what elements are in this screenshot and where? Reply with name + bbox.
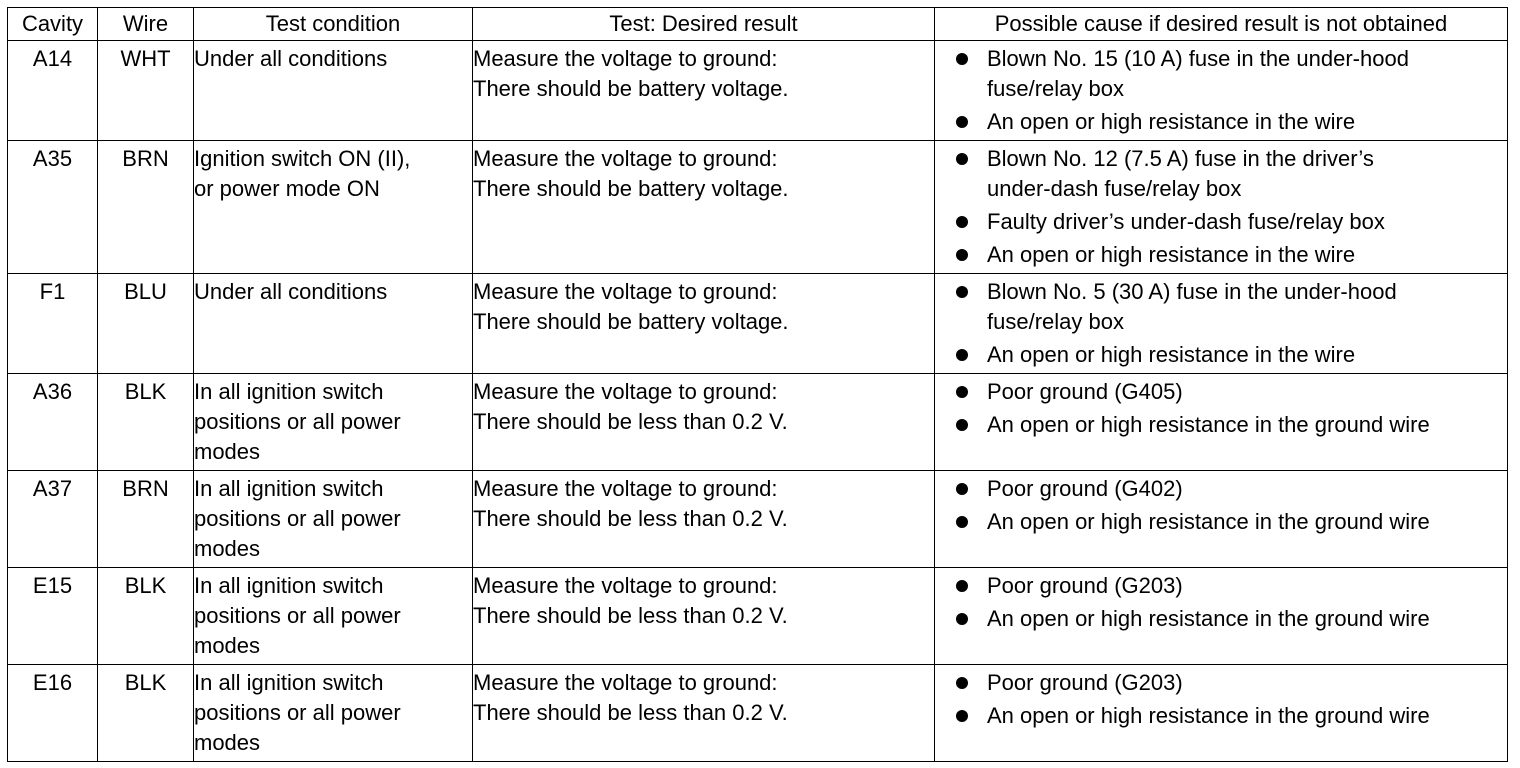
wire-color: WHT <box>120 46 171 71</box>
cause-text-line: An open or high resistance in the ground wire <box>987 509 1430 534</box>
test-condition-line: modes <box>194 730 261 755</box>
cause-text-line: An open or high resistance in the ground wire <box>987 703 1430 728</box>
test-condition-line: modes <box>194 536 261 561</box>
test-condition-line: positions or all power <box>194 506 401 531</box>
test-condition-line: positions or all power <box>194 603 401 628</box>
test-condition-line: Under all conditions <box>194 279 388 304</box>
cause-list <box>935 144 1507 270</box>
cavity-cell <box>8 274 98 374</box>
cause-item <box>935 144 1507 204</box>
desired-result-line: Measure the voltage to ground: <box>473 46 778 71</box>
possible-cause-cell <box>935 374 1508 471</box>
cause-text-line: An open or high resistance in the wire <box>987 242 1356 267</box>
cavity-cell <box>8 665 98 762</box>
test-condition-line: Ignition switch ON (II), <box>194 146 411 171</box>
cause-list <box>935 277 1507 370</box>
cause-list <box>935 377 1507 440</box>
bullet-icon <box>956 516 968 528</box>
desired-result-cell <box>473 568 935 665</box>
table-body <box>8 41 1508 762</box>
desired-result-line: There should be battery voltage. <box>473 309 789 334</box>
header-desired-result: Test: Desired result <box>473 8 935 41</box>
wire-cell <box>98 665 194 762</box>
bullet-icon <box>956 386 968 398</box>
test-condition-line: modes <box>194 439 261 464</box>
cause-text-line: An open or high resistance in the ground wire <box>987 606 1430 631</box>
cause-item <box>935 207 1507 237</box>
desired-result-line: There should be less than 0.2 V. <box>473 506 788 531</box>
possible-cause-cell <box>935 141 1508 274</box>
bullet-icon <box>956 483 968 495</box>
cause-item <box>935 474 1507 504</box>
bullet-icon <box>956 419 968 431</box>
cause-text-line: Faulty driver’s under-dash fuse/relay box <box>987 209 1385 234</box>
test-condition-cell <box>194 141 473 274</box>
cause-item <box>935 277 1507 337</box>
cause-text-line: An open or high resistance in the ground wire <box>987 412 1430 437</box>
wire-color: BLK <box>124 670 167 695</box>
cause-text-line: An open or high resistance in the wire <box>987 342 1356 367</box>
bullet-icon <box>956 613 968 625</box>
bullet-icon <box>956 580 968 592</box>
desired-result-line: There should be battery voltage. <box>473 76 789 101</box>
test-condition-line: positions or all power <box>194 700 401 725</box>
desired-result-cell <box>473 41 935 141</box>
test-condition-line: In all ignition switch <box>194 379 384 404</box>
cause-list <box>935 44 1507 137</box>
desired-result-line: There should be battery voltage. <box>473 176 789 201</box>
desired-result-cell <box>473 274 935 374</box>
cavity-cell <box>8 41 98 141</box>
cavity-value: A35 <box>32 146 73 171</box>
bullet-icon <box>956 349 968 361</box>
cause-text-line: fuse/relay box <box>987 76 1124 101</box>
test-condition-line: In all ignition switch <box>194 476 384 501</box>
desired-result-cell <box>473 471 935 568</box>
bullet-icon <box>956 249 968 261</box>
desired-result-line: Measure the voltage to ground: <box>473 146 778 171</box>
test-condition-line: positions or all power <box>194 409 401 434</box>
wire-cell <box>98 41 194 141</box>
bullet-icon <box>956 710 968 722</box>
wire-cell <box>98 471 194 568</box>
cause-text-line: Poor ground (G402) <box>987 476 1183 501</box>
bullet-icon <box>956 677 968 689</box>
cause-text-line: Blown No. 5 (30 A) fuse in the under-hood <box>987 279 1397 304</box>
cavity-value: A36 <box>32 379 73 404</box>
bullet-icon <box>956 153 968 165</box>
cause-item <box>935 701 1507 731</box>
header-row <box>8 8 1508 41</box>
cavity-cell <box>8 471 98 568</box>
desired-result-cell <box>473 374 935 471</box>
cause-item <box>935 507 1507 537</box>
cause-text-line: Blown No. 12 (7.5 A) fuse in the driver’s <box>987 146 1374 171</box>
test-condition-cell <box>194 374 473 471</box>
wire-color: BLU <box>124 279 167 304</box>
desired-result-line: Measure the voltage to ground: <box>473 476 778 501</box>
table-row <box>8 274 1508 374</box>
desired-result-line: There should be less than 0.2 V. <box>473 603 788 628</box>
bullet-icon <box>956 286 968 298</box>
table-row <box>8 568 1508 665</box>
desired-result-cell <box>473 141 935 274</box>
table-row <box>8 41 1508 141</box>
connector-test-table <box>7 7 1508 762</box>
table-row <box>8 471 1508 568</box>
cause-text-line: Blown No. 15 (10 A) fuse in the under-hood <box>987 46 1409 71</box>
cause-list <box>935 571 1507 634</box>
desired-result-line: Measure the voltage to ground: <box>473 670 778 695</box>
header-test-condition: Test condition <box>194 8 473 41</box>
possible-cause-cell <box>935 665 1508 762</box>
cavity-cell <box>8 374 98 471</box>
cause-text-line: Poor ground (G203) <box>987 573 1183 598</box>
wire-color: BLK <box>124 379 167 404</box>
test-condition-line: In all ignition switch <box>194 670 384 695</box>
cause-item <box>935 240 1507 270</box>
wire-cell <box>98 274 194 374</box>
test-condition-cell <box>194 41 473 141</box>
cavity-value: E16 <box>32 670 73 695</box>
cavity-cell <box>8 141 98 274</box>
test-condition-line: or power mode ON <box>194 176 380 201</box>
wire-color: BLK <box>124 573 167 598</box>
desired-result-line: There should be less than 0.2 V. <box>473 409 788 434</box>
possible-cause-cell <box>935 471 1508 568</box>
cause-item <box>935 340 1507 370</box>
wire-cell <box>98 141 194 274</box>
cause-item <box>935 410 1507 440</box>
cavity-cell <box>8 568 98 665</box>
cavity-value: E15 <box>32 573 73 598</box>
possible-cause-cell <box>935 568 1508 665</box>
cause-item <box>935 668 1507 698</box>
possible-cause-cell <box>935 274 1508 374</box>
cause-text-line: under-dash fuse/relay box <box>987 176 1242 201</box>
test-condition-line: In all ignition switch <box>194 573 384 598</box>
cause-item <box>935 377 1507 407</box>
test-condition-cell <box>194 665 473 762</box>
header-cavity: Cavity <box>8 8 98 41</box>
bullet-icon <box>956 216 968 228</box>
desired-result-cell <box>473 665 935 762</box>
cavity-value: A37 <box>32 476 73 501</box>
cavity-value: F1 <box>39 279 66 304</box>
wire-cell <box>98 568 194 665</box>
cause-list <box>935 474 1507 537</box>
cause-list <box>935 668 1507 731</box>
table-row <box>8 141 1508 274</box>
header-possible-cause: Possible cause if desired result is not obtained <box>935 8 1508 41</box>
cause-text-line: fuse/relay box <box>987 309 1124 334</box>
cause-text-line: An open or high resistance in the wire <box>987 109 1356 134</box>
cavity-value: A14 <box>32 46 73 71</box>
header-wire: Wire <box>98 8 194 41</box>
wire-color: BRN <box>122 476 169 501</box>
possible-cause-cell <box>935 41 1508 141</box>
cause-item <box>935 604 1507 634</box>
wire-color: BRN <box>122 146 169 171</box>
desired-result-line: There should be less than 0.2 V. <box>473 700 788 725</box>
desired-result-line: Measure the voltage to ground: <box>473 279 778 304</box>
cause-item <box>935 44 1507 104</box>
desired-result-line: Measure the voltage to ground: <box>473 573 778 598</box>
cause-text-line: Poor ground (G405) <box>987 379 1183 404</box>
wire-cell <box>98 374 194 471</box>
test-condition-cell <box>194 568 473 665</box>
table-row <box>8 374 1508 471</box>
desired-result-line: Measure the voltage to ground: <box>473 379 778 404</box>
test-condition-line: Under all conditions <box>194 46 388 71</box>
cause-item <box>935 107 1507 137</box>
bullet-icon <box>956 53 968 65</box>
bullet-icon <box>956 116 968 128</box>
test-condition-line: modes <box>194 633 261 658</box>
cause-item <box>935 571 1507 601</box>
cause-text-line: Poor ground (G203) <box>987 670 1183 695</box>
test-condition-cell <box>194 471 473 568</box>
test-condition-cell <box>194 274 473 374</box>
table-row <box>8 665 1508 762</box>
